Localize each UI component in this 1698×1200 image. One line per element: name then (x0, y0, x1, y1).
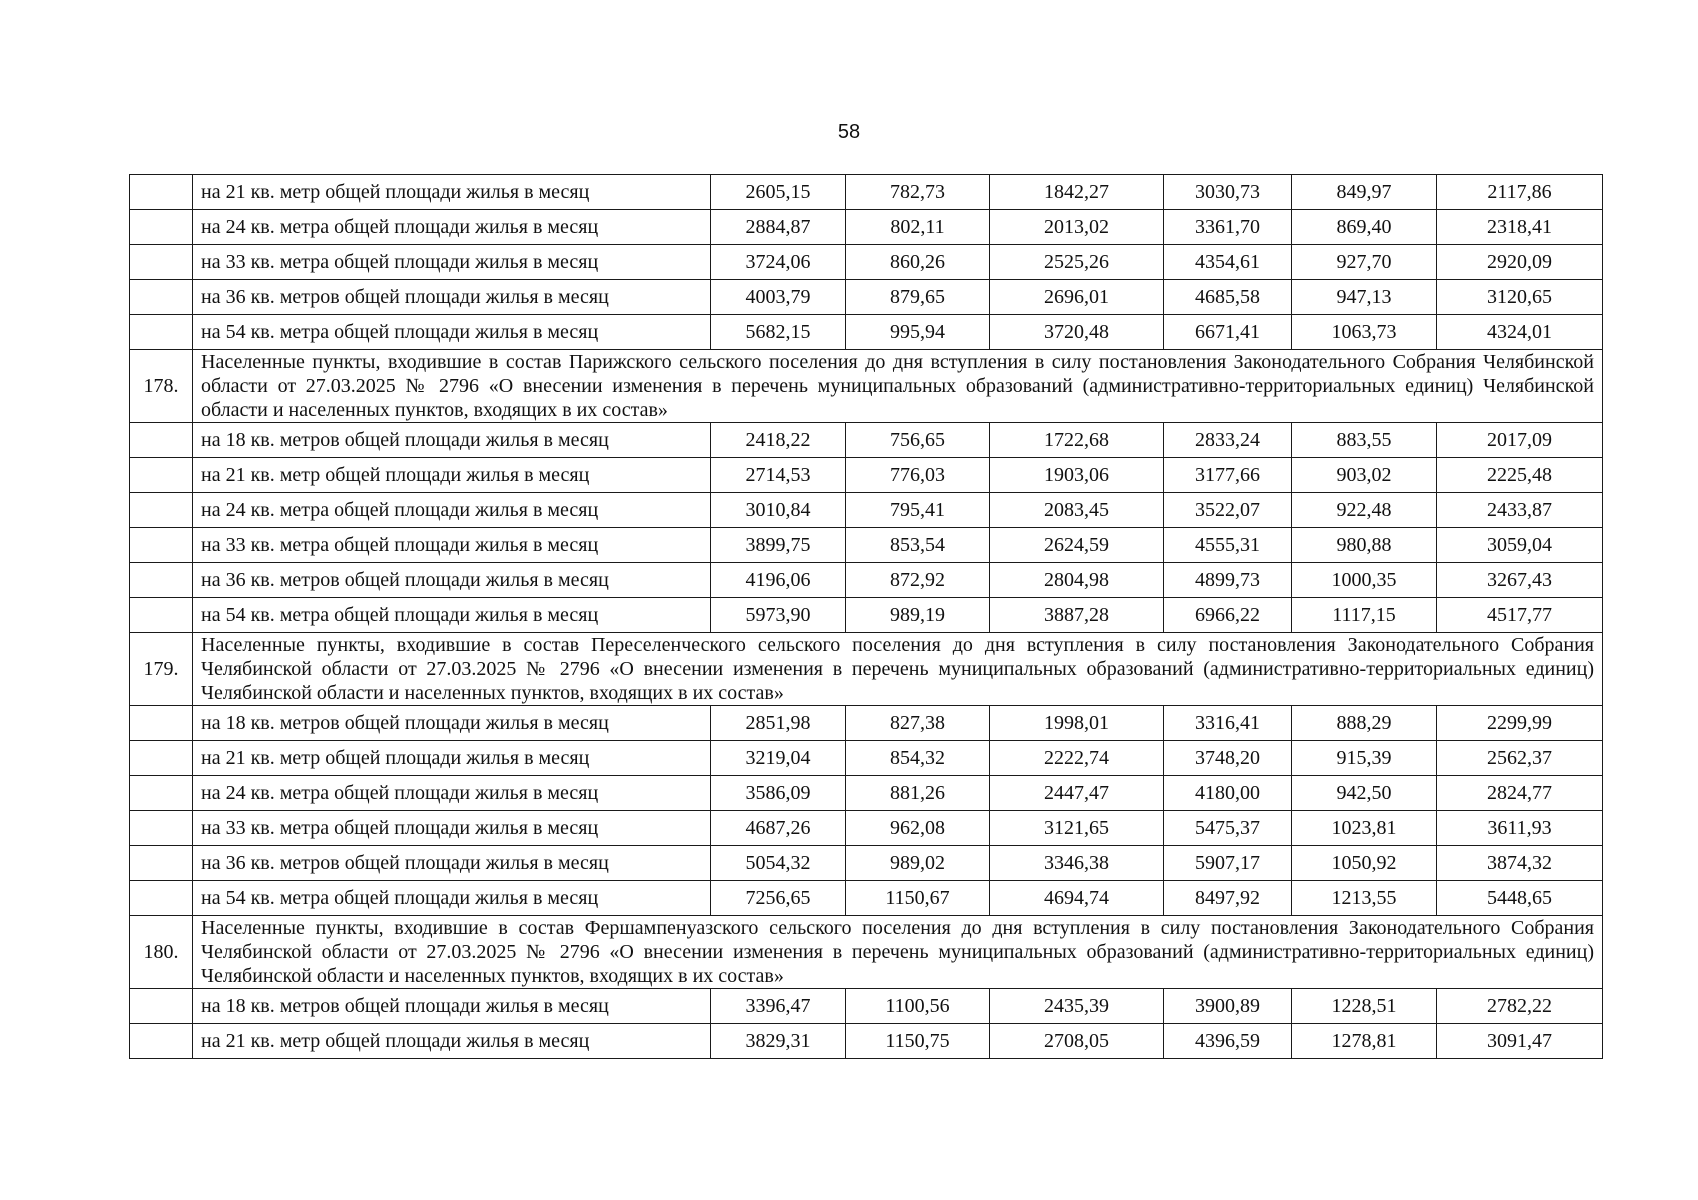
value-cell: 3346,38 (990, 846, 1164, 881)
row-number-cell (130, 175, 193, 210)
table-row (130, 210, 1603, 245)
row-description: на 36 кв. метров общей площади жилья в месяц (193, 846, 711, 881)
row-description: на 24 кв. метра общей площади жилья в месяц (193, 493, 711, 528)
value-cell: 2782,22 (1437, 989, 1603, 1024)
value-cell: 947,13 (1292, 280, 1437, 315)
value-cell: 1998,01 (990, 706, 1164, 741)
row-number-cell (130, 741, 193, 776)
value-cell: 3874,32 (1437, 846, 1603, 881)
row-description: на 33 кв. метра общей площади жилья в месяц (193, 528, 711, 563)
row-number-cell (130, 493, 193, 528)
row-number-cell (130, 846, 193, 881)
row-number-cell (130, 1024, 193, 1059)
section-heading-row (130, 633, 1603, 706)
value-cell: 3396,47 (711, 989, 846, 1024)
value-cell: 2222,74 (990, 741, 1164, 776)
row-description: на 21 кв. метр общей площади жилья в месяц (193, 458, 711, 493)
section-heading-row (130, 350, 1603, 423)
value-cell: 2824,77 (1437, 776, 1603, 811)
section-number: 179. (130, 633, 193, 706)
row-description: на 24 кв. метра общей площади жилья в месяц (193, 776, 711, 811)
table-row (130, 175, 1603, 210)
value-cell: 3720,48 (990, 315, 1164, 350)
value-cell: 2225,48 (1437, 458, 1603, 493)
value-cell: 2418,22 (711, 423, 846, 458)
value-cell: 2433,87 (1437, 493, 1603, 528)
value-cell: 849,97 (1292, 175, 1437, 210)
value-cell: 854,32 (846, 741, 990, 776)
value-cell: 1150,67 (846, 881, 990, 916)
value-cell: 5682,15 (711, 315, 846, 350)
row-description: на 33 кв. метра общей площади жилья в месяц (193, 245, 711, 280)
row-number-cell (130, 210, 193, 245)
value-cell: 3316,41 (1164, 706, 1292, 741)
value-cell: 2884,87 (711, 210, 846, 245)
value-cell: 2299,99 (1437, 706, 1603, 741)
table-row (130, 741, 1603, 776)
value-cell: 7256,65 (711, 881, 846, 916)
value-cell: 4180,00 (1164, 776, 1292, 811)
value-cell: 881,26 (846, 776, 990, 811)
value-cell: 5054,32 (711, 846, 846, 881)
value-cell: 3059,04 (1437, 528, 1603, 563)
value-cell: 6671,41 (1164, 315, 1292, 350)
value-cell: 3586,09 (711, 776, 846, 811)
value-cell: 5973,90 (711, 598, 846, 633)
value-cell: 980,88 (1292, 528, 1437, 563)
value-cell: 3121,65 (990, 811, 1164, 846)
value-cell: 3899,75 (711, 528, 846, 563)
row-number-cell (130, 776, 193, 811)
table-row (130, 245, 1603, 280)
value-cell: 2920,09 (1437, 245, 1603, 280)
row-description: на 54 кв. метра общей площади жилья в месяц (193, 315, 711, 350)
table-row (130, 811, 1603, 846)
table-row (130, 706, 1603, 741)
value-cell: 989,02 (846, 846, 990, 881)
value-cell: 1100,56 (846, 989, 990, 1024)
table-row (130, 846, 1603, 881)
value-cell: 1228,51 (1292, 989, 1437, 1024)
value-cell: 795,41 (846, 493, 990, 528)
value-cell: 2714,53 (711, 458, 846, 493)
row-number-cell (130, 423, 193, 458)
value-cell: 3091,47 (1437, 1024, 1603, 1059)
table-row (130, 989, 1603, 1024)
value-cell: 2435,39 (990, 989, 1164, 1024)
value-cell: 827,38 (846, 706, 990, 741)
value-cell: 2708,05 (990, 1024, 1164, 1059)
row-description: на 21 кв. метр общей площади жилья в месяц (193, 175, 711, 210)
table-row (130, 563, 1603, 598)
row-description: на 33 кв. метра общей площади жилья в месяц (193, 811, 711, 846)
section-heading-row (130, 916, 1603, 989)
table-row (130, 493, 1603, 528)
row-number-cell (130, 563, 193, 598)
value-cell: 2851,98 (711, 706, 846, 741)
table-row (130, 776, 1603, 811)
row-description: на 54 кв. метра общей площади жилья в месяц (193, 598, 711, 633)
value-cell: 1278,81 (1292, 1024, 1437, 1059)
value-cell: 3010,84 (711, 493, 846, 528)
row-number-cell (130, 315, 193, 350)
table-row (130, 315, 1603, 350)
table-row (130, 528, 1603, 563)
value-cell: 927,70 (1292, 245, 1437, 280)
value-cell: 3522,07 (1164, 493, 1292, 528)
value-cell: 5448,65 (1437, 881, 1603, 916)
value-cell: 2562,37 (1437, 741, 1603, 776)
value-cell: 4555,31 (1164, 528, 1292, 563)
value-cell: 2017,09 (1437, 423, 1603, 458)
value-cell: 2083,45 (990, 493, 1164, 528)
value-cell: 1903,06 (990, 458, 1164, 493)
row-number-cell (130, 280, 193, 315)
value-cell: 2804,98 (990, 563, 1164, 598)
value-cell: 1213,55 (1292, 881, 1437, 916)
value-cell: 3829,31 (711, 1024, 846, 1059)
table-row (130, 280, 1603, 315)
value-cell: 3361,70 (1164, 210, 1292, 245)
value-cell: 4003,79 (711, 280, 846, 315)
row-number-cell (130, 881, 193, 916)
table-row (130, 423, 1603, 458)
value-cell: 1000,35 (1292, 563, 1437, 598)
row-number-cell (130, 245, 193, 280)
value-cell: 3267,43 (1437, 563, 1603, 598)
value-cell: 6966,22 (1164, 598, 1292, 633)
value-cell: 5907,17 (1164, 846, 1292, 881)
value-cell: 1150,75 (846, 1024, 990, 1059)
value-cell: 942,50 (1292, 776, 1437, 811)
value-cell: 2696,01 (990, 280, 1164, 315)
value-cell: 872,92 (846, 563, 990, 598)
value-cell: 776,03 (846, 458, 990, 493)
value-cell: 3177,66 (1164, 458, 1292, 493)
section-title: Населенные пункты, входившие в состав Переселенческого сельского поселения до дня вступления в силу постановления Законодательного Собрания Челябинской области от 27.03.2025 № 2796 «О внесении изменения в перечень муниципальных образований (административно-территориальных единиц) Челябинской области и населенных пунктов, входящих в их состав» (193, 633, 1603, 706)
value-cell: 883,55 (1292, 423, 1437, 458)
value-cell: 756,65 (846, 423, 990, 458)
value-cell: 1722,68 (990, 423, 1164, 458)
value-cell: 860,26 (846, 245, 990, 280)
value-cell: 853,54 (846, 528, 990, 563)
value-cell: 1023,81 (1292, 811, 1437, 846)
value-cell: 4354,61 (1164, 245, 1292, 280)
value-cell: 4196,06 (711, 563, 846, 598)
section-title: Населенные пункты, входившие в состав Парижского сельского поселения до дня вступления в силу постановления Законодательного Собрания Челябинской области от 27.03.2025 № 2796 «О внесении изменения в перечень муниципальных образований (административно-территориальных единиц) Челябинской области и населенных пунктов, входящих в их состав» (193, 350, 1603, 423)
value-cell: 888,29 (1292, 706, 1437, 741)
value-cell: 3219,04 (711, 741, 846, 776)
row-description: на 24 кв. метра общей площади жилья в месяц (193, 210, 711, 245)
value-cell: 3030,73 (1164, 175, 1292, 210)
value-cell: 2318,41 (1437, 210, 1603, 245)
row-number-cell (130, 458, 193, 493)
value-cell: 4517,77 (1437, 598, 1603, 633)
row-description: на 36 кв. метров общей площади жилья в месяц (193, 563, 711, 598)
value-cell: 1050,92 (1292, 846, 1437, 881)
section-number: 178. (130, 350, 193, 423)
value-cell: 2447,47 (990, 776, 1164, 811)
value-cell: 903,02 (1292, 458, 1437, 493)
value-cell: 2013,02 (990, 210, 1164, 245)
value-cell: 4685,58 (1164, 280, 1292, 315)
value-cell: 4396,59 (1164, 1024, 1292, 1059)
row-description: на 54 кв. метра общей площади жилья в месяц (193, 881, 711, 916)
table-row (130, 881, 1603, 916)
row-number-cell (130, 528, 193, 563)
value-cell: 1063,73 (1292, 315, 1437, 350)
value-cell: 2605,15 (711, 175, 846, 210)
value-cell: 1842,27 (990, 175, 1164, 210)
value-cell: 879,65 (846, 280, 990, 315)
value-cell: 3900,89 (1164, 989, 1292, 1024)
value-cell: 802,11 (846, 210, 990, 245)
value-cell: 1117,15 (1292, 598, 1437, 633)
value-cell: 2833,24 (1164, 423, 1292, 458)
tariff-table (129, 174, 1603, 1059)
row-number-cell (130, 811, 193, 846)
row-number-cell (130, 989, 193, 1024)
value-cell: 3748,20 (1164, 741, 1292, 776)
value-cell: 915,39 (1292, 741, 1437, 776)
value-cell: 989,19 (846, 598, 990, 633)
table-row (130, 1024, 1603, 1059)
value-cell: 4899,73 (1164, 563, 1292, 598)
value-cell: 2624,59 (990, 528, 1164, 563)
section-title: Населенные пункты, входившие в состав Фершампенуазского сельского поселения до дня вступления в силу постановления Законодательного Собрания Челябинской области от 27.03.2025 № 2796 «О внесении изменения в перечень муниципальных образований (административно-территориальных единиц) Челябинской области и населенных пунктов, входящих в их состав» (193, 916, 1603, 989)
page-number: 58 (837, 121, 861, 143)
row-description: на 21 кв. метр общей площади жилья в месяц (193, 1024, 711, 1059)
value-cell: 4324,01 (1437, 315, 1603, 350)
row-description: на 18 кв. метров общей площади жилья в месяц (193, 706, 711, 741)
table-row (130, 458, 1603, 493)
value-cell: 995,94 (846, 315, 990, 350)
value-cell: 922,48 (1292, 493, 1437, 528)
row-number-cell (130, 598, 193, 633)
value-cell: 2117,86 (1437, 175, 1603, 210)
value-cell: 782,73 (846, 175, 990, 210)
row-description: на 21 кв. метр общей площади жилья в месяц (193, 741, 711, 776)
value-cell: 4687,26 (711, 811, 846, 846)
section-number: 180. (130, 916, 193, 989)
value-cell: 869,40 (1292, 210, 1437, 245)
value-cell: 962,08 (846, 811, 990, 846)
row-number-cell (130, 706, 193, 741)
row-description: на 18 кв. метров общей площади жилья в месяц (193, 423, 711, 458)
row-description: на 36 кв. метров общей площади жилья в месяц (193, 280, 711, 315)
value-cell: 3611,93 (1437, 811, 1603, 846)
value-cell: 3887,28 (990, 598, 1164, 633)
value-cell: 3120,65 (1437, 280, 1603, 315)
row-description: на 18 кв. метров общей площади жилья в месяц (193, 989, 711, 1024)
value-cell: 8497,92 (1164, 881, 1292, 916)
value-cell: 3724,06 (711, 245, 846, 280)
value-cell: 5475,37 (1164, 811, 1292, 846)
value-cell: 4694,74 (990, 881, 1164, 916)
value-cell: 2525,26 (990, 245, 1164, 280)
table-row (130, 598, 1603, 633)
